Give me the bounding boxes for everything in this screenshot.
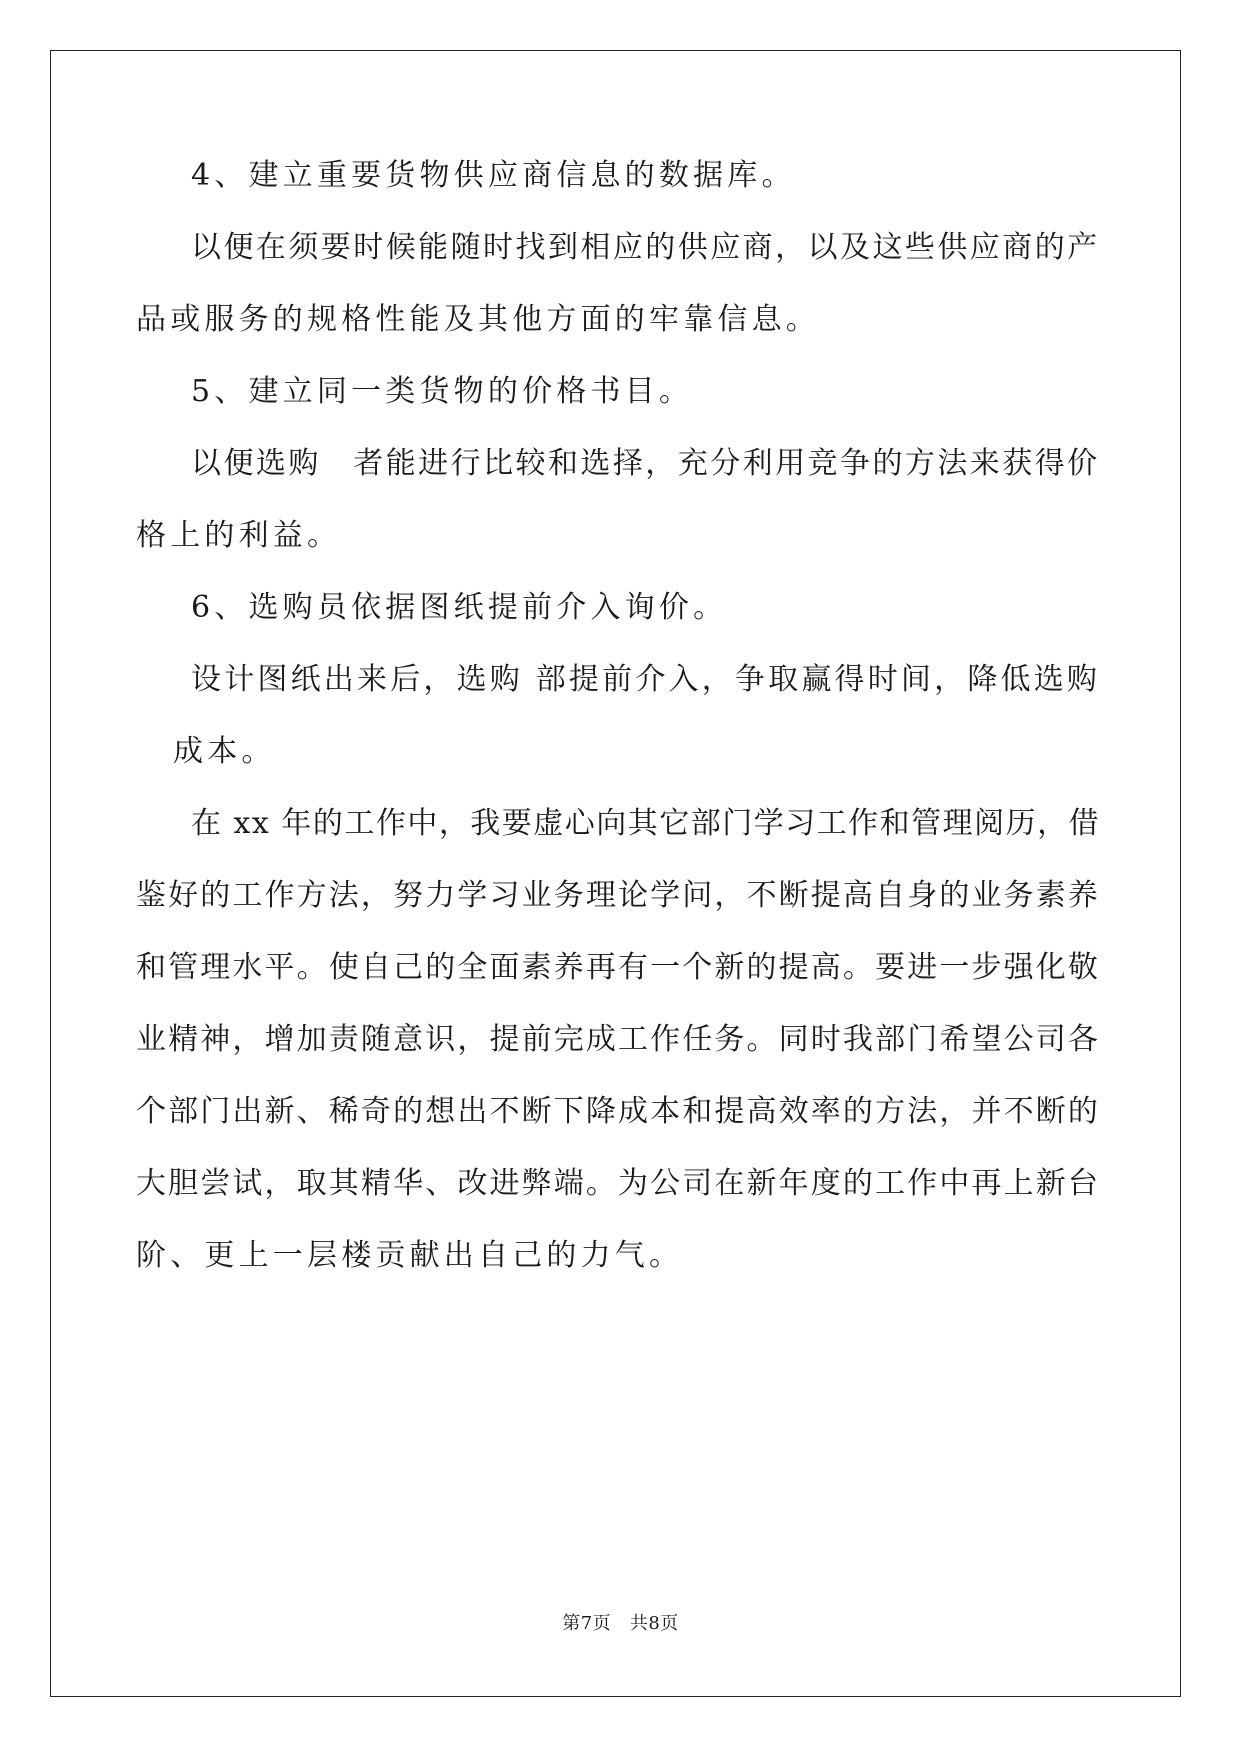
paragraph-line: 4、建立重要货物供应商信息的数据库。: [191, 158, 796, 193]
paragraph-line: 个部门出新、稀奇的想出不断下降成本和提高效率的方法，并不断的: [136, 1094, 1100, 1129]
paragraph-line: 格上的利益。: [136, 518, 342, 553]
paragraph-line: 和管理水平。使自己的全面素养再有一个新的提高。要进一步强化敬: [136, 950, 1100, 985]
paragraph-line: 业精神，增加责随意识，提前完成工作任务。同时我部门希望公司各: [136, 1022, 1100, 1057]
paragraph-line: 鉴好的工作方法，努力学习业务理论学问，不断提高自身的业务素养: [136, 878, 1100, 913]
paragraph-line: 品或服务的规格性能及其他方面的牢靠信息。: [136, 302, 820, 337]
paragraph-line: 5、建立同一类货物的价格书目。: [191, 374, 694, 409]
paragraph-line: 以便选购 者能进行比较和选择，充分利用竞争的方法来获得价: [191, 446, 1100, 481]
paragraph-line: 阶、更上一层楼贡献出自己的力气。: [136, 1238, 684, 1273]
page-border: [50, 50, 1181, 1697]
paragraph-line: 以便在须要时候能随时找到相应的供应商，以及这些供应商的产: [191, 230, 1100, 265]
paragraph-line: 6、选购员依据图纸提前介入询价。: [191, 590, 728, 625]
page-number-footer: 第7页 共8页: [562, 1613, 679, 1634]
paragraph-line: 成本。: [173, 734, 276, 769]
paragraph-line: 大胆尝试，取其精华、改进弊端。为公司在新年度的工作中再上新台: [136, 1166, 1100, 1201]
paragraph-line: 设计图纸出来后，选购 部提前介入，争取赢得时间，降低选购: [191, 662, 1101, 697]
paragraph-line: 在 xx 年的工作中，我要虚心向其它部门学习工作和管理阅历，借: [191, 806, 1101, 841]
